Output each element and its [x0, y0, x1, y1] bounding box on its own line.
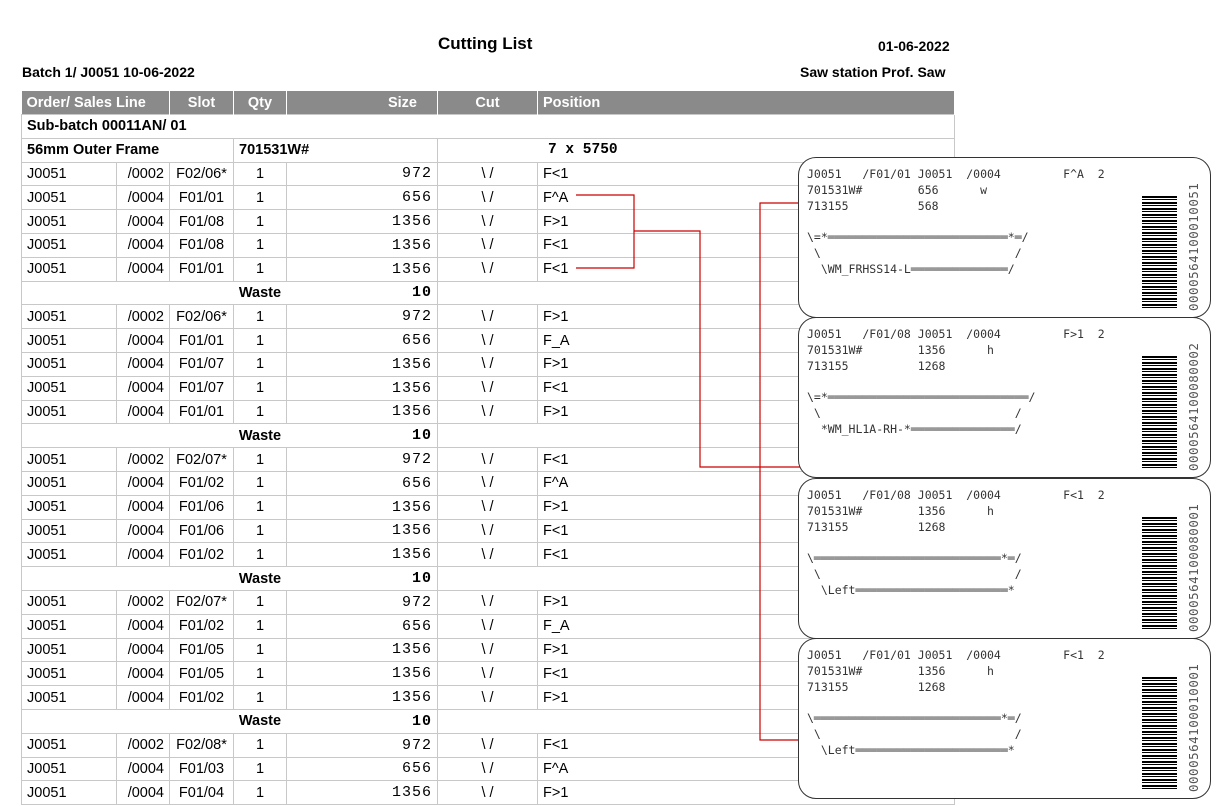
slot-cell: F01/01 [170, 257, 234, 281]
qty-cell: 1 [234, 686, 287, 710]
cut-cell: \ / [438, 471, 538, 495]
slot-cell: F01/01 [170, 329, 234, 353]
label-line4: \═══════════════════════════*═/ [807, 551, 1022, 565]
size-cell: 1356 [287, 495, 438, 519]
size-cell: 1356 [287, 519, 438, 543]
position-cell: F>1 [538, 638, 955, 662]
line-cell: /0004 [117, 519, 170, 543]
label-line3: 713155 1268 [807, 520, 946, 534]
barcode-graphic [1142, 196, 1177, 308]
slot-cell: F01/03 [170, 757, 234, 781]
line-cell: /0004 [117, 186, 170, 210]
connector-line [760, 203, 798, 740]
col-size: Size [287, 91, 438, 115]
qty-cell: 1 [234, 543, 287, 567]
order-cell: J0051 [22, 162, 117, 186]
cut-cell: \ / [438, 543, 538, 567]
order-cell: J0051 [22, 376, 117, 400]
position-cell: F^A [538, 471, 955, 495]
barcode-number: 0000564100080002 [1186, 342, 1201, 471]
order-cell: J0051 [22, 352, 117, 376]
order-cell: J0051 [22, 329, 117, 353]
position-cell: F<1 [538, 233, 955, 257]
order-cell: J0051 [22, 519, 117, 543]
label-line2: 701531W# 1356 h [807, 504, 994, 518]
cut-cell: \ / [438, 590, 538, 614]
line-cell: /0002 [117, 733, 170, 757]
cut-cell: \ / [438, 352, 538, 376]
size-cell: 972 [287, 733, 438, 757]
cut-cell: \ / [438, 210, 538, 234]
position-cell: F<1 [538, 662, 955, 686]
cut-cell: \ / [438, 233, 538, 257]
slot-cell: F01/02 [170, 471, 234, 495]
waste-label: Waste [234, 281, 287, 305]
waste-label: Waste [234, 424, 287, 448]
slot-cell: F01/05 [170, 638, 234, 662]
position-cell: F>1 [538, 686, 955, 710]
cut-cell: \ / [438, 733, 538, 757]
barcode-graphic [1142, 356, 1177, 468]
slot-cell: F01/07 [170, 376, 234, 400]
size-cell: 972 [287, 162, 438, 186]
size-cell: 656 [287, 614, 438, 638]
position-cell: F>1 [538, 305, 955, 329]
batch-info: Batch 1/ J0051 10-06-2022 [22, 64, 195, 80]
line-cell: /0004 [117, 614, 170, 638]
sub-batch-label: Sub-batch 00011AN/ 01 [22, 115, 955, 139]
position-cell: F>1 [538, 210, 955, 234]
line-cell: /0002 [117, 162, 170, 186]
label-line4: \═══════════════════════════*═/ [807, 711, 1022, 725]
waste-value: 10 [287, 281, 438, 305]
size-cell: 656 [287, 329, 438, 353]
line-cell: /0004 [117, 400, 170, 424]
label-line3: 713155 1268 [807, 359, 946, 373]
cut-cell: \ / [438, 376, 538, 400]
label-line4: \=*═════════════════════════════/ [807, 390, 1036, 404]
line-cell: /0002 [117, 590, 170, 614]
slot-cell: F01/07 [170, 352, 234, 376]
position-cell: F>1 [538, 590, 955, 614]
col-order: Order/ Sales Line [22, 91, 170, 115]
order-cell: J0051 [22, 614, 117, 638]
size-cell: 972 [287, 590, 438, 614]
qty-cell: 1 [234, 590, 287, 614]
qty-cell: 1 [234, 352, 287, 376]
label-line5: \ / [807, 406, 1022, 420]
saw-station: Saw station Prof. Saw [800, 64, 946, 80]
line-cell: /0004 [117, 638, 170, 662]
position-cell: F>1 [538, 400, 955, 424]
slot-cell: F01/08 [170, 210, 234, 234]
size-cell: 1356 [287, 210, 438, 234]
order-cell: J0051 [22, 448, 117, 472]
label-line1: J0051 /F01/01 J0051 /0004 F^A 2 [807, 167, 1105, 181]
report-date: 01-06-2022 [878, 38, 950, 54]
qty-cell: 1 [234, 638, 287, 662]
order-cell: J0051 [22, 257, 117, 281]
order-cell: J0051 [22, 233, 117, 257]
line-cell: /0004 [117, 757, 170, 781]
col-cut: Cut [438, 91, 538, 115]
profile-bars: 7 x 5750 [438, 138, 955, 162]
order-cell: J0051 [22, 638, 117, 662]
slot-cell: F02/07* [170, 590, 234, 614]
line-cell: /0004 [117, 329, 170, 353]
cut-cell: \ / [438, 781, 538, 805]
qty-cell: 1 [234, 519, 287, 543]
waste-value: 10 [287, 709, 438, 733]
line-cell: /0004 [117, 543, 170, 567]
qty-cell: 1 [234, 471, 287, 495]
cut-cell: \ / [438, 329, 538, 353]
waste-value: 10 [287, 424, 438, 448]
slot-cell: F01/01 [170, 400, 234, 424]
size-cell: 1356 [287, 638, 438, 662]
order-cell: J0051 [22, 757, 117, 781]
order-cell: J0051 [22, 495, 117, 519]
cut-cell: \ / [438, 162, 538, 186]
slot-cell: F01/05 [170, 662, 234, 686]
qty-cell: 1 [234, 257, 287, 281]
slot-cell: F01/01 [170, 186, 234, 210]
label-line6: \WM_FRHSS14-L══════════════/ [807, 262, 1015, 276]
qty-cell: 1 [234, 662, 287, 686]
line-cell: /0004 [117, 210, 170, 234]
cut-cell: \ / [438, 495, 538, 519]
qty-cell: 1 [234, 448, 287, 472]
barcode-number: 0000564100080001 [1186, 503, 1201, 632]
cut-cell: \ / [438, 662, 538, 686]
qty-cell: 1 [234, 329, 287, 353]
cut-cell: \ / [438, 686, 538, 710]
position-cell: F_A [538, 614, 955, 638]
order-cell: J0051 [22, 400, 117, 424]
label-line1: J0051 /F01/08 J0051 /0004 F<1 2 [807, 488, 1105, 502]
size-cell: 1356 [287, 781, 438, 805]
label-line5: \ / [807, 567, 1022, 581]
line-cell: /0004 [117, 495, 170, 519]
size-cell: 1356 [287, 233, 438, 257]
position-cell: F^A [538, 186, 955, 210]
qty-cell: 1 [234, 162, 287, 186]
position-cell: F>1 [538, 495, 955, 519]
label-line6: \Left══════════════════════* [807, 743, 1015, 757]
profile-code: 701531W# [234, 138, 438, 162]
profile-name: 56mm Outer Frame [22, 138, 234, 162]
size-cell: 1356 [287, 352, 438, 376]
order-cell: J0051 [22, 543, 117, 567]
qty-cell: 1 [234, 376, 287, 400]
qty-cell: 1 [234, 186, 287, 210]
label-line2: 701531W# 656 w [807, 183, 988, 197]
line-cell: /0004 [117, 686, 170, 710]
label-line2: 701531W# 1356 h [807, 343, 994, 357]
position-cell: F<1 [538, 162, 955, 186]
cut-cell: \ / [438, 448, 538, 472]
cut-cell: \ / [438, 519, 538, 543]
size-cell: 656 [287, 757, 438, 781]
line-cell: /0002 [117, 448, 170, 472]
position-cell: F_A [538, 329, 955, 353]
cut-label-card [798, 478, 1211, 639]
order-cell: J0051 [22, 210, 117, 234]
position-cell: F<1 [538, 376, 955, 400]
size-cell: 972 [287, 448, 438, 472]
slot-cell: F01/06 [170, 519, 234, 543]
slot-cell: F02/06* [170, 305, 234, 329]
qty-cell: 1 [234, 305, 287, 329]
order-cell: J0051 [22, 186, 117, 210]
waste-value: 10 [287, 567, 438, 591]
col-position: Position [538, 91, 955, 115]
line-cell: /0004 [117, 471, 170, 495]
slot-cell: F01/02 [170, 614, 234, 638]
size-cell: 1356 [287, 257, 438, 281]
size-cell: 656 [287, 471, 438, 495]
qty-cell: 1 [234, 400, 287, 424]
position-cell: F<1 [538, 543, 955, 567]
qty-cell: 1 [234, 495, 287, 519]
cut-cell: \ / [438, 257, 538, 281]
line-cell: /0004 [117, 233, 170, 257]
cut-cell: \ / [438, 305, 538, 329]
label-line6: *WM_HL1A-RH-*═══════════════/ [807, 422, 1022, 436]
label-line6: \Left══════════════════════* [807, 583, 1015, 597]
position-cell: F<1 [538, 519, 955, 543]
size-cell: 656 [287, 186, 438, 210]
order-cell: J0051 [22, 305, 117, 329]
slot-cell: F02/06* [170, 162, 234, 186]
qty-cell: 1 [234, 733, 287, 757]
cut-cell: \ / [438, 400, 538, 424]
waste-label: Waste [234, 709, 287, 733]
slot-cell: F02/07* [170, 448, 234, 472]
label-line5: \ / [807, 727, 1022, 741]
position-cell: F>1 [538, 781, 955, 805]
slot-cell: F01/04 [170, 781, 234, 805]
qty-cell: 1 [234, 614, 287, 638]
qty-cell: 1 [234, 210, 287, 234]
size-cell: 1356 [287, 376, 438, 400]
order-cell: J0051 [22, 662, 117, 686]
size-cell: 1356 [287, 662, 438, 686]
slot-cell: F01/02 [170, 686, 234, 710]
position-cell: F<1 [538, 733, 955, 757]
col-slot: Slot [170, 91, 234, 115]
cut-cell: \ / [438, 614, 538, 638]
barcode-number: 0000564100010051 [1186, 182, 1201, 311]
slot-cell: F01/06 [170, 495, 234, 519]
qty-cell: 1 [234, 757, 287, 781]
cut-cell: \ / [438, 757, 538, 781]
order-cell: J0051 [22, 733, 117, 757]
size-cell: 1356 [287, 686, 438, 710]
position-cell: F^A [538, 757, 955, 781]
line-cell: /0004 [117, 781, 170, 805]
line-cell: /0004 [117, 257, 170, 281]
size-cell: 1356 [287, 543, 438, 567]
barcode-graphic [1142, 517, 1177, 629]
waste-label: Waste [234, 567, 287, 591]
qty-cell: 1 [234, 233, 287, 257]
slot-cell: F01/08 [170, 233, 234, 257]
cut-cell: \ / [438, 186, 538, 210]
line-cell: /0004 [117, 376, 170, 400]
line-cell: /0004 [117, 352, 170, 376]
order-cell: J0051 [22, 590, 117, 614]
slot-cell: F02/08* [170, 733, 234, 757]
label-line1: J0051 /F01/08 J0051 /0004 F>1 2 [807, 327, 1105, 341]
barcode-number: 0000564100010001 [1186, 663, 1201, 792]
cut-label-card [798, 317, 1211, 478]
cut-cell: \ / [438, 638, 538, 662]
size-cell: 1356 [287, 400, 438, 424]
line-cell: /0004 [117, 662, 170, 686]
size-cell: 972 [287, 305, 438, 329]
qty-cell: 1 [234, 781, 287, 805]
label-line1: J0051 /F01/01 J0051 /0004 F<1 2 [807, 648, 1105, 662]
col-qty: Qty [234, 91, 287, 115]
page-title: Cutting List [438, 34, 533, 53]
position-cell: F>1 [538, 352, 955, 376]
cut-label-card [798, 638, 1211, 799]
order-cell: J0051 [22, 686, 117, 710]
label-line3: 713155 1268 [807, 680, 946, 694]
label-line4: \=*══════════════════════════*═/ [807, 230, 1029, 244]
barcode-graphic [1142, 677, 1177, 789]
position-cell: F<1 [538, 257, 955, 281]
connector-line [634, 231, 800, 467]
connector-line [576, 195, 634, 268]
order-cell: J0051 [22, 781, 117, 805]
slot-cell: F01/02 [170, 543, 234, 567]
label-line2: 701531W# 1356 h [807, 664, 994, 678]
line-cell: /0002 [117, 305, 170, 329]
order-cell: J0051 [22, 471, 117, 495]
label-line3: 713155 568 [807, 199, 939, 213]
label-line5: \ / [807, 246, 1022, 260]
position-cell: F<1 [538, 448, 955, 472]
cut-label-card [798, 157, 1211, 318]
